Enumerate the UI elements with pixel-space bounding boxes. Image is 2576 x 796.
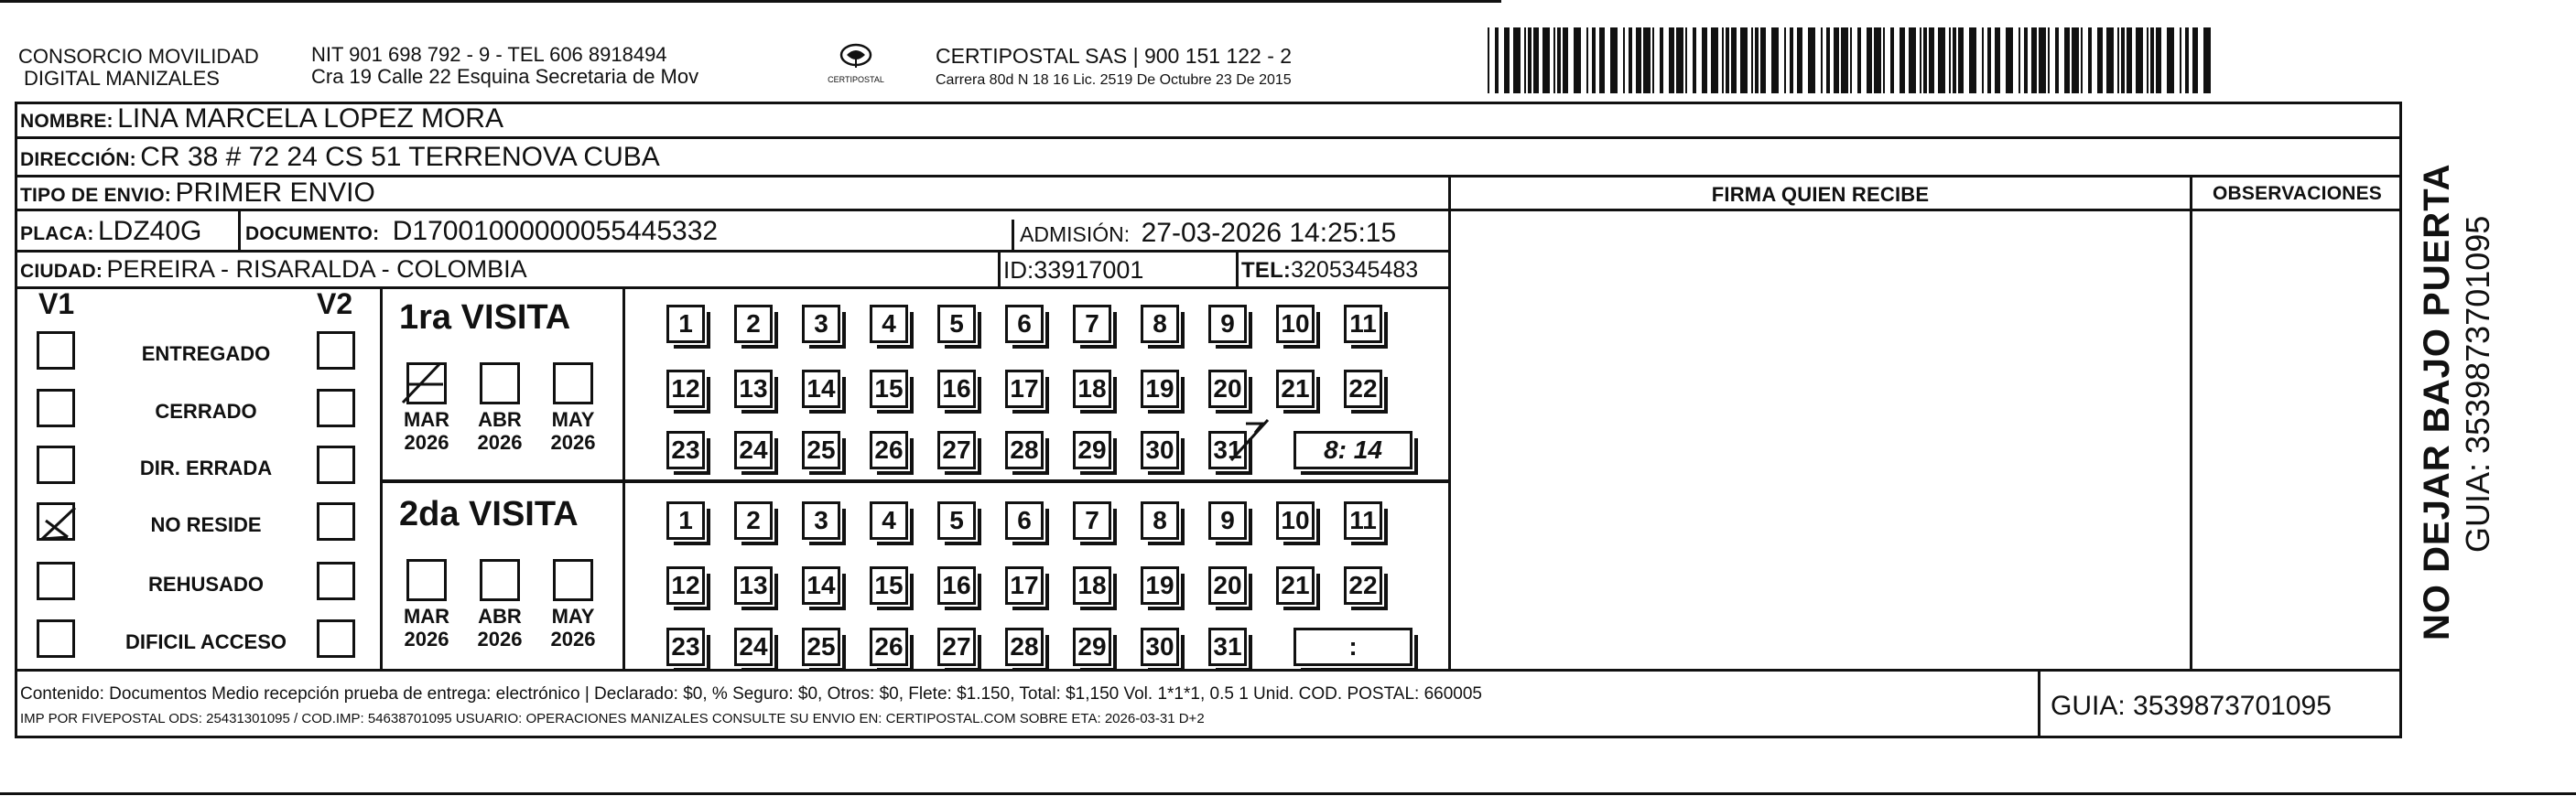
- status-v1-checkbox[interactable]: [37, 619, 75, 658]
- day-cell[interactable]: 10: [1276, 305, 1315, 343]
- day-cell[interactable]: 18: [1073, 566, 1111, 605]
- barcode-bar: [1949, 27, 1951, 93]
- barcode-bar: [1652, 27, 1654, 93]
- handwritten-check-mark: [37, 502, 82, 548]
- barcode-bar: [1574, 27, 1581, 93]
- tel-field: [1241, 257, 1418, 284]
- barcode-bar: [2088, 27, 2092, 93]
- status-divider: [380, 286, 383, 669]
- nombre-label: NOMBRE:: [20, 111, 114, 132]
- barcode-bar: [2121, 27, 2125, 93]
- day-cell[interactable]: 26: [870, 628, 908, 666]
- month-name: MAY: [551, 408, 595, 431]
- barcode-bar: [2048, 27, 2050, 93]
- barcode-bar: [1513, 27, 1521, 93]
- status-label: DIR. ERRADA: [139, 457, 273, 479]
- day-cell[interactable]: 6: [1005, 305, 1044, 343]
- month-year: 2026: [550, 431, 596, 454]
- visit-time-field[interactable]: :: [1293, 628, 1412, 666]
- barcode-bar: [1834, 27, 1839, 93]
- day-cell[interactable]: 31: [1208, 628, 1247, 666]
- barcode-bar: [1629, 27, 1632, 93]
- day-cell[interactable]: 1: [666, 305, 705, 343]
- barcode-bar: [2117, 27, 2119, 93]
- day-cell[interactable]: 29: [1073, 431, 1111, 469]
- imp-text: IMP POR FIVEPOSTAL ODS: 25431301095 / COD.IMP: 54638701095 USUARIO: OPERACIONES MANIZALES CONSULTE SU ENVIO EN: CERTIPOSTAL.COM SOBRE ETA: 2026-03-31 D+2: [20, 711, 1205, 726]
- day-cell[interactable]: 16: [937, 370, 976, 408]
- day-cell[interactable]: 14: [802, 566, 840, 605]
- day-cell[interactable]: 26: [870, 431, 908, 469]
- barcode-bar: [1987, 27, 1991, 93]
- barcode-bar: [2031, 27, 2037, 93]
- barcode-bar: [1592, 27, 1596, 93]
- day-cell[interactable]: 14: [802, 370, 840, 408]
- barcode-bar: [1797, 27, 1802, 93]
- day-cell[interactable]: 20: [1208, 370, 1247, 408]
- day-cell[interactable]: 30: [1141, 431, 1179, 469]
- barcode-bar: [2019, 27, 2020, 93]
- barcode-bar: [1685, 27, 1687, 93]
- barcode-bar: [1958, 27, 1964, 93]
- status-v2-checkbox[interactable]: [317, 446, 355, 484]
- side-guia: GUIA: 3539873701095: [2459, 215, 2496, 553]
- barcode-bar: [1563, 27, 1568, 93]
- status-v1-checkbox[interactable]: [37, 389, 75, 427]
- day-cell[interactable]: 9: [1208, 501, 1247, 540]
- day-cell[interactable]: 29: [1073, 628, 1111, 666]
- barcode-bar: [1808, 27, 1815, 93]
- day-cell[interactable]: 5: [937, 501, 976, 540]
- barcode-bar: [2072, 27, 2079, 93]
- day-cell[interactable]: 6: [1005, 501, 1044, 540]
- day-cell[interactable]: 18: [1073, 370, 1111, 408]
- barcode-bar: [1740, 27, 1748, 93]
- day-cell[interactable]: 17: [1005, 370, 1044, 408]
- barcode-bar: [2156, 27, 2161, 93]
- day-cell[interactable]: 30: [1141, 628, 1179, 666]
- month-checkbox[interactable]: [406, 559, 447, 601]
- id-label: ID:: [1003, 256, 1034, 284]
- day-cell[interactable]: 15: [870, 370, 908, 408]
- day-cell[interactable]: 27: [937, 431, 976, 469]
- firma-label: FIRMA QUIEN RECIBE: [1711, 183, 1930, 206]
- barcode-bar: [1553, 27, 1555, 93]
- barcode-bar: [1669, 27, 1674, 93]
- status-v2-checkbox[interactable]: [317, 389, 355, 427]
- day-cell[interactable]: 8: [1141, 305, 1179, 343]
- license-line: Carrera 80d N 18 16 Lic. 2519 De Octubre 23 De 2015: [936, 72, 1292, 88]
- barcode-bar: [2192, 27, 2198, 93]
- status-label: DIFICIL ACCESO: [124, 630, 287, 653]
- firma-area[interactable]: [1451, 211, 2190, 669]
- v2-label: V2: [317, 287, 353, 320]
- tel-value: 3205345483: [1291, 257, 1419, 283]
- ciudad-label: CIUDAD:: [20, 261, 103, 282]
- barcode-bar: [1623, 27, 1625, 93]
- barcode-bar: [1751, 27, 1753, 93]
- barcode-bar: [2203, 27, 2211, 93]
- observaciones-area[interactable]: [2192, 211, 2402, 669]
- barcode-bar: [1528, 27, 1532, 93]
- status-label: CERRADO: [155, 400, 257, 423]
- day-cell[interactable]: 4: [870, 501, 908, 540]
- barcode-bar: [1995, 27, 2000, 93]
- day-cell[interactable]: 24: [734, 628, 773, 666]
- barcode-bar: [1826, 27, 1830, 93]
- day-cell[interactable]: 11: [1344, 501, 1382, 540]
- day-cell[interactable]: 22: [1344, 566, 1382, 605]
- day-cell[interactable]: 13: [734, 370, 773, 408]
- day-cell[interactable]: 11: [1344, 305, 1382, 343]
- month-checkbox[interactable]: [553, 559, 593, 601]
- barcode-bar: [1857, 27, 1861, 93]
- day-cell[interactable]: 19: [1141, 566, 1179, 605]
- contenido-text: Contenido: Documentos Medio recepción prueba de entrega: electrónico | Declarado: $0, % Seguro: $0, Otros: $0, Flete: $1.150, Total: $1,150 Vol. 1*1*1, 0.5 1 Unid. COD. POSTAL: 660005: [20, 684, 1482, 704]
- tipo-value: PRIMER ENVIO: [175, 177, 375, 208]
- admision-label: ADMISIÓN:: [1020, 222, 1131, 246]
- visit-title: 1ra VISITA: [399, 298, 571, 337]
- month-label: [471, 605, 529, 651]
- barcode-bar: [1883, 27, 1885, 93]
- status-v1-checkbox[interactable]: [37, 446, 75, 484]
- barcode-bar: [1850, 27, 1852, 93]
- logo-text: CERTIPOSTAL: [828, 75, 884, 84]
- barcode-bar: [1938, 27, 1945, 93]
- visit-row-divider: [380, 479, 1451, 483]
- barcode-bar: [1874, 27, 1881, 93]
- barcode-bar: [2055, 27, 2059, 93]
- nombre-value: LINA MARCELA LOPEZ MORA: [117, 103, 503, 134]
- day-cell[interactable]: 25: [802, 431, 840, 469]
- admision-divider: [1012, 220, 1014, 253]
- barcode-bar: [2081, 27, 2083, 93]
- barcode-bar: [1929, 27, 1934, 93]
- barcode-bar: [1557, 27, 1561, 93]
- barcode-bar: [1610, 27, 1618, 93]
- no-dejar-bajo-puerta: NO DEJAR BAJO PUERTA: [2417, 163, 2457, 640]
- barcode-bar: [1726, 27, 1729, 93]
- day-cell[interactable]: 3: [802, 501, 840, 540]
- day-cell[interactable]: 24: [734, 431, 773, 469]
- day-cell[interactable]: 31: [1208, 431, 1247, 469]
- barcode-bar: [1953, 27, 1956, 93]
- barcode-bar: [1867, 27, 1872, 93]
- barcode-bar: [1790, 27, 1793, 93]
- visit-title: 2da VISITA: [399, 495, 579, 533]
- barcode-bar: [1599, 27, 1605, 93]
- day-cell[interactable]: 23: [666, 431, 705, 469]
- direccion-value: CR 38 # 72 24 CS 51 TERRENOVA CUBA: [140, 142, 660, 172]
- certipostal-logo: [819, 38, 893, 91]
- status-v1-checkbox[interactable]: [37, 562, 75, 600]
- status-label: NO RESIDE: [150, 513, 262, 536]
- barcode-bar: [1890, 27, 1894, 93]
- barcode-graphic: [1488, 27, 2215, 93]
- tel-label: TEL:: [1241, 258, 1292, 283]
- ciudad-field: [20, 255, 527, 284]
- month-name: MAY: [551, 605, 595, 628]
- company-line-1: CONSORCIO MOVILIDAD: [18, 45, 259, 68]
- barcode-bar: [1711, 27, 1718, 93]
- month-name: ABR: [478, 408, 522, 431]
- v1-label: V1: [38, 287, 75, 320]
- barcode: [1488, 27, 2215, 93]
- barcode-bar: [1488, 27, 1489, 93]
- id-divider: [998, 253, 1001, 289]
- tipo-label: TIPO DE ENVIO:: [20, 185, 171, 206]
- top-edge-line: [0, 0, 1501, 3]
- month-checkbox[interactable]: [553, 362, 593, 404]
- month-year: 2026: [404, 431, 449, 454]
- day-cell[interactable]: 3: [802, 305, 840, 343]
- day-cell[interactable]: 28: [1005, 628, 1044, 666]
- documento-label: DOCUMENTO:: [245, 223, 380, 244]
- day-cell[interactable]: 22: [1344, 370, 1382, 408]
- day-cell[interactable]: 21: [1276, 566, 1315, 605]
- barcode-bar: [2024, 27, 2028, 93]
- barcode-bar: [1841, 27, 1848, 93]
- barcode-bar: [2147, 27, 2148, 93]
- day-cell[interactable]: 8: [1141, 501, 1179, 540]
- day-cell[interactable]: 4: [870, 305, 908, 343]
- barcode-bar: [1636, 27, 1641, 93]
- company-name: [18, 46, 259, 90]
- day-cell[interactable]: 12: [666, 566, 705, 605]
- barcode-bar: [1643, 27, 1651, 93]
- barcode-bar: [2136, 27, 2143, 93]
- status-label: REHUSADO: [148, 573, 264, 596]
- day-cell[interactable]: 20: [1208, 566, 1247, 605]
- barcode-bar: [1693, 27, 1696, 93]
- barcode-bar: [1533, 27, 1539, 93]
- day-cell[interactable]: 2: [734, 501, 773, 540]
- barcode-bar: [2006, 27, 2013, 93]
- barcode-bar: [1920, 27, 1921, 93]
- barcode-bar: [1982, 27, 1984, 93]
- barcode-bar: [2097, 27, 2103, 93]
- company-line-2: DIGITAL MANIZALES: [24, 67, 220, 90]
- admision-value: 27-03-2026 14:25:15: [1141, 218, 1397, 248]
- status-v2-checkbox[interactable]: [317, 331, 355, 370]
- ciudad-value: PEREIRA - RISARALDA - COLOMBIA: [106, 255, 527, 283]
- documento-field: [245, 216, 718, 247]
- observaciones-label: OBSERVACIONES: [2212, 183, 2383, 204]
- barcode-bar: [1542, 27, 1550, 93]
- admision-field: [1020, 218, 1396, 249]
- placa-field: [20, 216, 201, 247]
- visit-time-field[interactable]: 8: 14: [1293, 431, 1412, 469]
- barcode-bar: [2167, 27, 2174, 93]
- month-label: [544, 605, 602, 651]
- barcode-bar: [1900, 27, 1905, 93]
- placa-label: PLACA:: [20, 223, 94, 244]
- address-line: Cra 19 Calle 22 Esquina Secretaria de Mov: [311, 65, 699, 88]
- day-cell[interactable]: 23: [666, 628, 705, 666]
- tipo-field: [20, 177, 375, 209]
- barcode-bar: [1969, 27, 1976, 93]
- placa-divider: [238, 209, 241, 253]
- row-divider: [15, 136, 2402, 139]
- day-cell[interactable]: 2: [734, 305, 773, 343]
- day-cell[interactable]: 17: [1005, 566, 1044, 605]
- nombre-field: [20, 103, 503, 134]
- month-name: MAR: [403, 605, 450, 628]
- handwritten-day-mark: [1222, 414, 1277, 469]
- bottom-edge-line: [0, 792, 2576, 795]
- visit-divider: [622, 286, 625, 669]
- month-label: [544, 408, 602, 454]
- day-cell[interactable]: 7: [1073, 305, 1111, 343]
- day-cell[interactable]: 28: [1005, 431, 1044, 469]
- barcode-bar: [1731, 27, 1737, 93]
- day-cell[interactable]: 1: [666, 501, 705, 540]
- month-name: MAR: [403, 408, 450, 431]
- month-year: 2026: [550, 628, 596, 651]
- barcode-bar: [1504, 27, 1510, 93]
- barcode-bar: [1821, 27, 1823, 93]
- month-checkbox[interactable]: [480, 559, 520, 601]
- direccion-label: DIRECCIÓN:: [20, 149, 136, 170]
- placa-value: LDZ40G: [97, 216, 202, 246]
- month-year: 2026: [477, 431, 523, 454]
- barcode-bar: [1660, 27, 1663, 93]
- guia-box-divider: [2038, 669, 2040, 738]
- day-cell[interactable]: 5: [937, 305, 976, 343]
- tel-divider: [1236, 253, 1239, 289]
- footer-divider: [15, 669, 2402, 672]
- day-cell[interactable]: 27: [937, 628, 976, 666]
- certipostal-line: CERTIPOSTAL SAS | 900 151 122 - 2: [936, 44, 1293, 68]
- status-label: ENTREGADO: [141, 342, 271, 365]
- barcode-bar: [2150, 27, 2154, 93]
- documento-value: D17001000000055445332: [392, 216, 719, 246]
- month-label: [397, 605, 456, 651]
- month-name: ABR: [478, 605, 522, 628]
- barcode-bar: [2185, 27, 2189, 93]
- status-v2-checkbox[interactable]: [317, 562, 355, 600]
- day-cell[interactable]: 13: [734, 566, 773, 605]
- nit-line: NIT 901 698 792 - 9 - TEL 606 8918494: [311, 43, 667, 66]
- id-field: [1003, 256, 1143, 285]
- barcode-bar: [1495, 27, 1499, 93]
- guia-box: GUIA: 3539873701095: [2051, 691, 2332, 721]
- day-cell[interactable]: 10: [1276, 501, 1315, 540]
- month-checkbox[interactable]: [480, 362, 520, 404]
- barcode-bar: [2180, 27, 2181, 93]
- barcode-bar: [1771, 27, 1779, 93]
- nit-block: [311, 44, 698, 88]
- barcode-bar: [1760, 27, 1766, 93]
- barcode-bar: [1702, 27, 1707, 93]
- day-cell[interactable]: 7: [1073, 501, 1111, 540]
- status-v2-checkbox[interactable]: [317, 502, 355, 541]
- day-cell[interactable]: 15: [870, 566, 908, 605]
- barcode-bar: [1909, 27, 1916, 93]
- direccion-field: [20, 142, 660, 173]
- day-cell[interactable]: 21: [1276, 370, 1315, 408]
- barcode-bar: [1784, 27, 1786, 93]
- barcode-bar: [2106, 27, 2114, 93]
- day-cell[interactable]: 9: [1208, 305, 1247, 343]
- barcode-bar: [1722, 27, 1724, 93]
- month-label: [471, 408, 529, 454]
- barcode-bar: [1676, 27, 1683, 93]
- month-year: 2026: [404, 628, 449, 651]
- month-year: 2026: [477, 628, 523, 651]
- handwritten-month-mark: [397, 357, 452, 412]
- barcode-bar: [1524, 27, 1526, 93]
- id-value: 33917001: [1034, 256, 1144, 284]
- day-cell[interactable]: 19: [1141, 370, 1179, 408]
- barcode-bar: [2039, 27, 2046, 93]
- barcode-bar: [1586, 27, 1588, 93]
- status-v2-checkbox[interactable]: [317, 619, 355, 658]
- day-cell[interactable]: 16: [937, 566, 976, 605]
- barcode-bar: [2127, 27, 2132, 93]
- status-v1-checkbox[interactable]: [37, 331, 75, 370]
- barcode-bar: [2064, 27, 2070, 93]
- certipostal-block: [936, 44, 1292, 89]
- barcode-bar: [1755, 27, 1759, 93]
- month-label: [397, 408, 456, 454]
- barcode-bar: [1923, 27, 1927, 93]
- day-cell[interactable]: 12: [666, 370, 705, 408]
- day-cell[interactable]: 25: [802, 628, 840, 666]
